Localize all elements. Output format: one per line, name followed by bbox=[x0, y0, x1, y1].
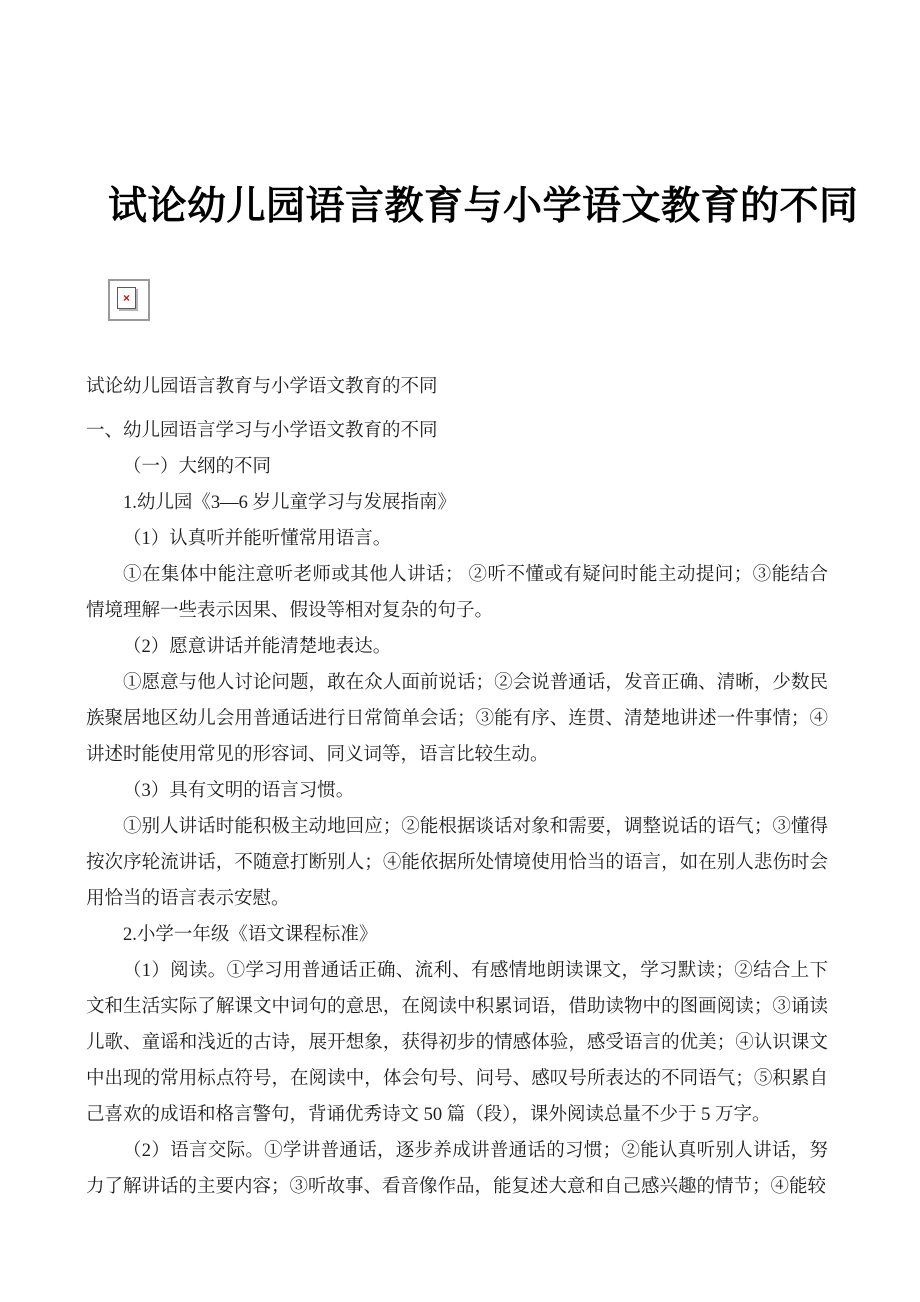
paragraph: （1）认真听并能听懂常用语言。 bbox=[123, 529, 392, 549]
broken-image-icon bbox=[117, 287, 136, 309]
paragraph: ①愿意与他人讨论问题，敢在众人面前说话；②会说普通话，发音正确、清晰，少数民族聚居地区幼儿会用普通话进行日常简单会话；③能有序、连贯、清楚地讲述一件事情；④讲述时能使用常见的形容词、同义词等，语言比较生动。 bbox=[86, 673, 828, 765]
paragraph-item-primary: 2.小学一年级《语文课程标准》 bbox=[123, 925, 378, 945]
broken-image-placeholder bbox=[108, 279, 150, 321]
paragraph: （3）具有文明的语言习惯。 bbox=[123, 781, 355, 801]
paragraph-subsection-heading: （一）大纲的不同 bbox=[123, 457, 272, 477]
paragraph: （2）语言交际。①学讲普通话，逐步养成讲普通话的习惯；②能认真听别人讲话，努力了解讲话的主要内容；③听故事、看音像作品，能复述大意和自己感兴趣的情节；④能较 bbox=[86, 1141, 828, 1197]
paragraph: ①别人讲话时能积极主动地回应；②能根据谈话对象和需要，调整说话的语气；③懂得按次序轮流讲话，不随意打断别人；④能依据所处情境使用恰当的语言，如在别人悲伤时会用恰当的语言表示安慰。 bbox=[86, 817, 828, 909]
paragraph-section-heading: 一、幼儿园语言学习与小学语文教育的不同 bbox=[86, 421, 438, 441]
paragraph-subtitle: 试论幼儿园语言教育与小学语文教育的不同 bbox=[86, 377, 438, 397]
red-x-icon: × bbox=[122, 291, 130, 305]
paragraph-item-kindergarten: 1.幼儿园《3—6 岁儿童学习与发展指南》 bbox=[123, 493, 457, 513]
document-body bbox=[86, 369, 828, 1205]
paragraph: ①在集体中能注意听老师或其他人讲话； ②听不懂或有疑问时能主动提问；③能结合情境理解一些表示因果、假设等相对复杂的句子。 bbox=[86, 565, 828, 621]
paragraph: （2）愿意讲话并能清楚地表达。 bbox=[123, 637, 392, 657]
document-title: 试论幼儿园语言教育与小学语文教育的不同 bbox=[108, 185, 859, 228]
paragraph: （1）阅读。①学习用普通话正确、流利、有感情地朗读课文，学习默读；②结合上下文和生活实际了解课文中词句的意思，在阅读中积累词语，借助读物中的图画阅读；③诵读儿歌、童谣和浅近的古诗，展开想象，获得初步的情感体验，感受语言的优美；④认识课文中出现的常用标点符号，在阅读中，体会句号、问号、感叹号所表达的不同语气；⑤积累自己喜欢的成语和格言警句，背诵优秀诗文 50 篇（段），课外阅读总量不少于 5 万字。 bbox=[86, 961, 828, 1125]
